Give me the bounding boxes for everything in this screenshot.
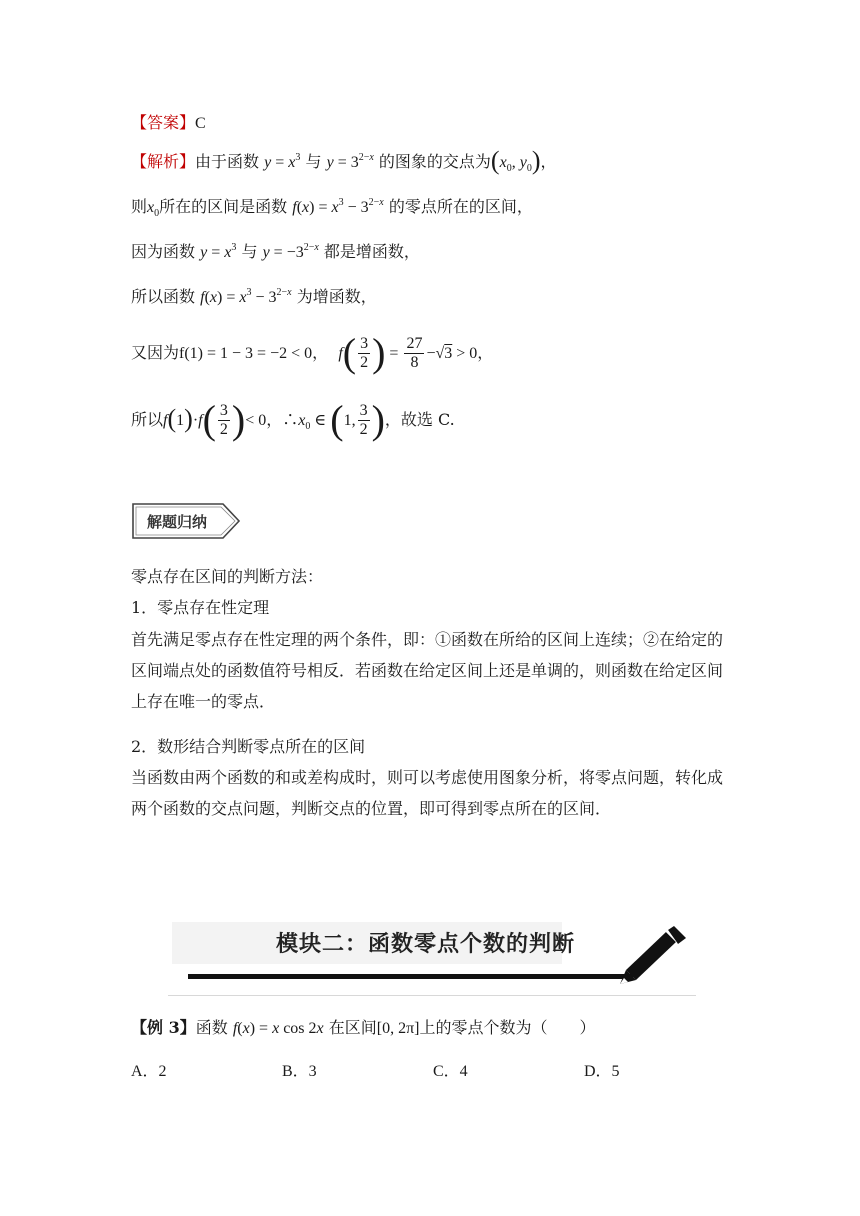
banner-divider (168, 995, 696, 996)
option-d[interactable]: D．5 (584, 1063, 620, 1080)
math-expr: f(1) = 1 − 3 = −2 < 0 (179, 345, 313, 362)
analysis-text: 所在的区间是函数 (159, 197, 288, 216)
summary-tag-label: 解题归纳 (147, 513, 208, 531)
analysis-text: ， (540, 152, 557, 171)
analysis-text: 又因为 (131, 343, 180, 362)
example-text: 在区间 (328, 1018, 377, 1037)
pencil-icon (616, 926, 688, 988)
analysis-text: 与 (241, 242, 258, 261)
option-a[interactable]: A．2 (131, 1063, 167, 1080)
analysis-text: 为增函数， (296, 287, 377, 306)
option-c[interactable]: C．4 (433, 1063, 468, 1080)
example-text: 上的零点个数为（ ） (419, 1018, 596, 1037)
answer-line (131, 112, 206, 135)
module-title: 模块二：函数零点个数的判断 (276, 932, 576, 957)
math-expr: > 0 (456, 345, 478, 362)
analysis-line-3: 因为函数 $y = x^3$ 与 $y = -3^{2-x}$ 都是增函数， (131, 242, 420, 261)
analysis-text: 的零点所在的区间， (388, 197, 533, 216)
math-expr: y (264, 154, 272, 171)
analysis-line-6: 所以f(1)·f( $\frac{3}{2}$ )< 0，$\therefore x_0$ ∈ (1, $\frac{3}{2}$ )，故选 C. (131, 397, 455, 442)
analysis-text: 因为函数 (131, 242, 196, 261)
analysis-label: 【解析】 (131, 152, 196, 171)
option-b[interactable]: B．3 (282, 1063, 317, 1080)
example-label: 【例 3】 (131, 1018, 196, 1037)
analysis-text: 与 (305, 152, 322, 171)
summary-item2-body: 当函数由两个函数的和或差构成时，则可以考虑使用图象分析，将零点问题，转化成两个函数的交点问题，判断交点的位置，即可得到零点所在的区间． (131, 768, 724, 818)
math-expr: < 0 (245, 412, 267, 429)
summary-tag (131, 502, 243, 544)
example-text: 函数 (195, 1018, 228, 1037)
analysis-line-4: 所以函数 $f(x) = x^3 - 3^{2-x}$ 为增函数， (131, 287, 377, 306)
analysis-text: 所以函数 (131, 287, 196, 306)
example-question: 【例 3】函数 f(x) = x cos 2x 在区间[0, 2π]上的零点个数为（ ） (131, 1018, 596, 1037)
analysis-text: 所以 (131, 410, 164, 429)
summary-item2-title: 2．数形结合判断零点所在的区间 (131, 737, 366, 756)
banner-underline (188, 974, 633, 979)
analysis-text: 的图象的交点为 (378, 152, 491, 171)
analysis-line-1: 【解析】由于函数 $y = x^3$ 与 $y = 3^{2-x}$ 的图象的交点为($x_0$, $y_0$)， (131, 146, 557, 175)
analysis-line-2: 则$x_0$所在的区间是函数 $f(x) = x^3 - 3^{2-x}$ 的零点所在的区间， (131, 197, 533, 219)
answer-label: 【答案】 (131, 113, 196, 132)
analysis-text: 都是增函数， (323, 242, 420, 261)
analysis-text: ，故选 C. (384, 410, 455, 429)
summary-item1-title: 1．零点存在性定理 (131, 598, 270, 617)
analysis-text: 则 (131, 197, 148, 216)
answer-value: C (195, 115, 206, 132)
analysis-text: ， (477, 343, 494, 362)
analysis-text: ，∴ (266, 410, 299, 429)
summary-intro: 零点存在区间的判断方法： (131, 567, 324, 586)
analysis-text: 由于函数 (195, 152, 260, 171)
summary-item1-body: 首先满足零点存在性定理的两个条件，即：①函数在所给的区间上连续；②在给定的区间端点处的函数值符号相反．若函数在给定区间上还是单调的，则函数在给定区间上存在唯一的零点． (131, 630, 724, 711)
analysis-line-5: 又因为f(1) = 1 − 3 = −2 < 0， f( $\frac{3}{2}$ ) = $\frac{27}{8}$ −√3 > 0， (131, 330, 494, 375)
analysis-text: ， (312, 343, 329, 362)
